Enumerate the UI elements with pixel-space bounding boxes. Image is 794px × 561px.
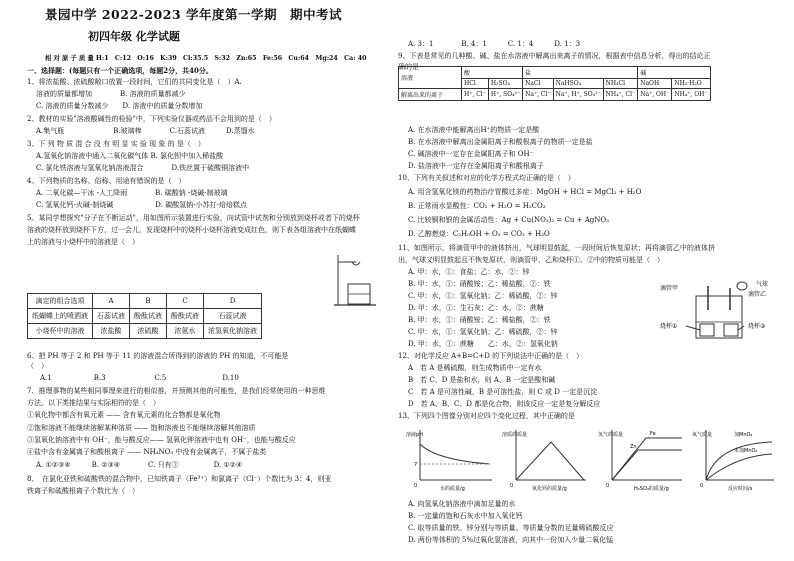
beaker-2-label: 烧杯② [748,323,766,330]
question-line: 溶液的烧杯放到烧杯下方，过一会儿，发现烧杯中的烧杯小烧杯溶液变成红色，则下表各组溶液中在纸蝴蝶 [27,226,356,234]
question-line: 13、下列四个图像分别对应四个变化过程，其中正确的是 [398,412,575,420]
graph2-ylabel: 溶质的质量 [502,432,528,438]
question-line: A. 二氧化碳—干冰 -人工降雨 B. 碳酸钠 -烧碱-制玻璃 [36,189,228,197]
balloon-label: 气球 [756,281,769,288]
apparatus-figure [330,250,380,310]
question-line: A 若 A 是稀硫酸，则生成物质中一定有水 [408,364,542,372]
question-line: B 若 C、D 是盐和水，则 A、B 一定是酸和碱 [408,376,556,384]
question-line: C. 溶液的质量分数减少 D. 溶液中的质量分数增加 [36,102,203,110]
table-cell: 酸 [462,67,523,79]
question-line: C. 取等质量的铁、锌分别与等质量、等质量分数的足量稀硫酸反应 [408,524,614,532]
dropper-b-label: 滴管乙 [748,291,767,298]
question-line: 12、对化学反应 A+B=C+D 的下列说法中正确的是（ ） [398,352,584,360]
graph1-ylabel: 溶液pH [406,432,423,438]
section-heading: 一、选择题：(每题只有一个正确选项，每题2分，共40分。 [27,66,213,75]
question-line: 5、某同学想探究"分子在不断运动"，用如图所示装置进行实验，向试管中试剂和分别放到烧杯或者下的烧杯 [27,214,360,222]
table-cell: 纸蝴蝶上的喷洒液 [28,309,93,324]
question-line: C. 甲：水，①：氢氧化钠；乙：稀硫酸，②：锌 [408,292,558,300]
question-line: 出，气球又明显鼓起且不恢复原状，则滴管甲、乙和烧杯①、②中的物质可能是（ ） [398,256,664,264]
table-cell: 浓氨水 [167,324,204,339]
table-cell: H₂SO₄ [488,79,522,89]
table-cell: NH₄⁺, Cl⁻ [603,89,638,101]
table-cell: 石蕊试液 [204,309,262,324]
graph2-xlabel: 氧化钙的质量/g [532,486,567,492]
graph1-tick: 7 [414,462,418,468]
question-line: D. 盐溶液中一定存在金属阳离子和酸根离子 [408,162,544,170]
question-line: 3、下 列 物 质 混 合 没 有 明 显 实 验 现 象 的 是（ ） [27,140,205,148]
question-line: 方法。以下类推结果与实际相符的是（ ） [27,399,160,407]
graph4-xlabel: 反应时间/s [728,486,753,492]
graph3-xlabel: H₂SO₄的质量/g [634,486,669,492]
table-cell: 小烧杯中的溶液 [28,324,93,339]
question-line: 9、下表是常见的几种酸、碱、盐在水溶液中解离出来离子的情况，根据表中信息分析，得出的结论正 [398,52,711,60]
table-cell: NaOH [638,79,672,89]
table-cell: A [93,294,130,309]
table-cell: Na⁺, OH⁻ [638,89,672,101]
question-line: 确的是 [398,63,419,71]
question-line: D 若 A、B、C、D 都是化合物，则该反应一定是复分解反应 [408,400,601,408]
question-line: 8、 在氯化亚铁和硫酸铁的混合物中，已知铁离子（Fe³⁺）和氯离子（Cl⁻）个数比为 3：4，则亚 [27,475,332,483]
ion-table [398,66,711,101]
table-cell: NH₃·H₂O [672,79,710,89]
left-column [0,0,388,561]
atomic-masses: 相 对 原 子 质 量 H:1 C:12 O:16 K:39 Cl:35.5 S:32 Zn:65 Fe:56 Cu:64 Mg:24 Ca: 40 [45,55,367,62]
beaker-1-label: 烧杯① [660,323,678,330]
question-line: C 若 A 是可溶性碱，B 是可溶性盐，则 C 或 D 一定是沉淀 [408,388,598,396]
question-line: A. ①②③④ B. ②③④ C. 只有③ D. ①②④ [36,461,243,469]
question-line: C. 甲：水，①：氢氧化钠；乙：稀硫酸，②：锌 [408,328,558,336]
question-line: D. 甲：水，①：蔗糖 乙：水，②：氢氧化钠 [408,340,558,348]
question-line: D. 乙醇燃烧：C₂H₅OH + O₂ = CO₂ + H₂O [408,230,550,238]
question-line: ②饱和溶液不能继续溶解某种溶质 —— 饱和溶液也不能继续溶解其他溶质 [27,424,256,432]
question-line: C. 氯化铁溶液与氢氧化钠溶液混合 D.铁丝置于硫酸铜溶液中 [36,164,250,172]
dropper-a-label: 滴管甲 [660,285,679,292]
question-line: C. 碱溶液中一定存在金属阳离子和 OH⁻ [408,150,534,158]
table-cell: NaCl [523,79,554,89]
graph3-origin: 0 [606,483,610,489]
question-line: A. 用含氢氧化镁的药物治疗胃酸过多症：MgOH + HCl = MgCl₂ + H₂O [408,188,642,196]
graph2-origin: 0 [510,483,514,489]
table-cell: Na⁺, H⁺, SO₄²⁻ [553,89,603,101]
table-cell: H⁺, Cl⁻ [462,89,489,101]
question-line: B. 一定量的饱和石灰水中加入氧化钙 [408,512,523,520]
exam-title: 景园中学 2022-2023 学年度第一学期 期中考试 [45,7,342,22]
question-line: 7、推理事物的某些相同事理来进行的相似推，并预测其他的可能性，是我们经常使用的一种思维 [27,387,326,395]
table-cell: B [130,294,167,309]
table-cell: 浓硫酸 [130,324,167,339]
graph4-origin: 0 [700,483,704,489]
table-cell: NaHSO₄ [553,79,603,89]
question-line: 溶液的质量都增加 B. 溶液的质量都减少 [36,90,186,98]
graph4-ylabel: 氧气质量 [692,432,713,438]
question-line: B. 甲：水，①：硝酸铵；乙：稀盐酸，②：铁 [408,316,551,324]
question-line: （ ） [27,362,48,370]
question-line: 上的溶液与小烧杯中的溶液是（ ） [27,238,139,246]
graph3-fe-label: Fe [650,431,656,437]
table-cell: D [204,294,262,309]
question-line: 4、下列物质的名称、俗称、用途有错误的是（ ） [27,177,186,185]
question-line: A.集气瓶 B.玻璃棒 C.石蕊试液 D.蒸馏水 [36,127,255,135]
question-line: D. 两份等体积的 5%过氧化氢溶液，向其中一份加入少量二氧化锰 [408,536,614,544]
graphs-figure [406,424,776,494]
question-line: D. 甲：水，①：生石灰；乙：水，②：蔗糖 [408,304,544,312]
table-cell: 浓氢氧化钠溶液 [204,324,262,339]
table-cell: 解离出来的离子 [399,89,462,101]
table-cell: NH₄Cl [603,79,638,89]
table-cell: HCl [462,79,489,89]
question-line: 2、教材的实验"溶液酸碱性的检验"中，下列实验仪器或药品不会用到的是（ ） [27,115,276,123]
table-cell: 盐 [523,67,638,79]
question-line: A.1 B.3 C.5 D.10 [40,374,239,382]
question-line: C. 比较铜和银的金属活动性：Ag + Cu(NO₃)₂ = Cu + AgNO₃ [408,216,609,224]
graph3-ylabel: 氢气的质量 [598,432,624,438]
table-cell: 酚酞试液 [167,309,204,324]
exam-subtitle: 初四年级 化学试题 [88,30,180,43]
table-cell: C [167,294,204,309]
table-cell: NH₄⁺, OH⁻ [672,89,710,101]
graph1-origin: 0 [414,483,418,489]
indicator-table [27,293,262,339]
table-cell: 浓盐酸 [93,324,130,339]
table-cell: 石蕊试液 [93,309,130,324]
table-cell: 碱 [638,67,710,79]
question-line: B. 在水溶液中解离出金属阳离子和酸根离子的物质一定是盐 [408,138,593,146]
question-line: 1、将浓盐酸、浓硫酸敞口放置一段时间，它们的共同变化是（ ）A. [27,78,242,86]
question-line: 6、把 PH 等于 2 和 PH 等于 11 的溶液混合所得到的溶液的 PH 的知道，不可能是 [27,352,289,360]
question-line: 铁离子和硫酸根离子个数比为（ ） [27,487,139,495]
table-cell: 酚酞试液 [130,309,167,324]
question-line: A. 向氢氧化钠溶液中滴加足量的水 [408,500,516,508]
table-cell: 滴定的组合选项 [28,294,93,309]
question-line: A. 在水溶液中能解离出H⁺的物质一定是酸 [408,126,540,134]
question-line: ③氢氧化钠溶液中有 OH⁻，能与酸反应—— 氢氧化钾溶液中也有 OH⁻，也能与酸反应 [27,436,296,444]
question-line: A. 甲：水，①：食盐；乙：水，②：锌 [408,268,530,276]
table-cell: 溶液 [399,67,462,89]
right-column [398,0,786,561]
question-line: B. 甲：水，①：硝酸铵；乙：稀盐酸，②：铁 [408,280,551,288]
graph3-zn-label: Zn [630,444,637,450]
graph4-series-a: 加MnO₂ [734,432,753,438]
question-line: C. 氢氧化钙-火碱-制烧碱 D. 碳酸氢钠-小苏打-焙焙糕点 [36,201,247,209]
question-line: A.氢氧化钠溶液中通入二氧化碳气体 B. 氯化钡中加入稀盐酸 [36,152,224,160]
question-line: ④盐中含有金属离子和酸根离子 —— NH₄NO₃ 中没有金属离子，不属于盐类 [27,448,267,456]
question-line: ①氧化物中都含有氧元素 —— 含有氧元素的化合物都是氧化物 [27,411,221,419]
balloon-apparatus-figure [656,280,784,342]
graph4-series-b: 未加MnO₂ [734,448,758,454]
question-line: 11、如图所示，将滴管甲中的液体挤出，气球明显鼓起，一段时间后恢复原状；再将滴管乙中的液体挤 [398,244,715,252]
graph1-xlabel: 水的质量/g [440,486,465,492]
question-line: A. 3：1 B. 4：1 C. 1：4 D. 1：3 [408,40,581,48]
table-cell: H⁺, SO₄²⁻ [488,89,522,101]
question-line: 10、下列有关叙述和对应的化学方程式均正确的是（ ） [398,174,575,182]
question-line: B. 正常雨水显酸性：CO₂ + H₂O = H₂CO₃ [408,202,546,210]
table-cell: Na⁺, Cl⁻ [523,89,554,101]
